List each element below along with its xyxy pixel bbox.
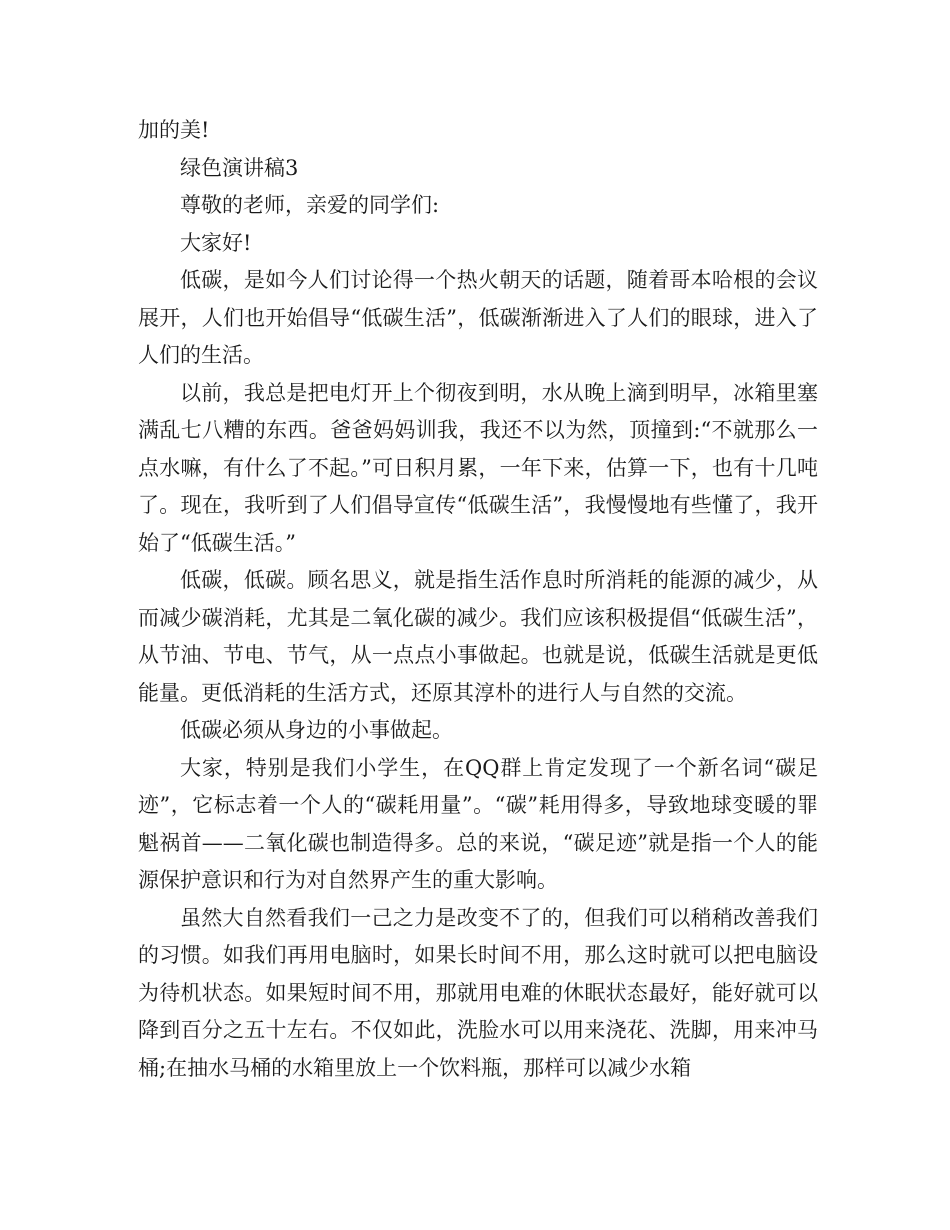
- paragraph: 虽然大自然看我们一己之力是改变不了的，但我们可以稍稍改善我们的习惯。如我们再用电脑时，如果长时间不用，那么这时就可以把电脑设为待机状态。如果短时间不用，那就用电难的休眠状态最好，能好就可以降到百分之五十左右。不仅如此，洗脸水可以用来浇花、洗脚，用来冲马桶;在抽水马桶的水箱里放上一个饮料瓶，那样可以减少水箱: [138, 905, 818, 1080]
- paragraph: 大家，特别是我们小学生，在QQ群上肯定发现了一个新名词“碳足迹”，它标志着一个人的“碳耗用量”。“碳”耗用得多，导致地球变暖的罪魁祸首——二氧化碳也制造得多。总的来说，“碳足迹”就是指一个人的能源保护意识和行为对自然界产生的重大影响。: [138, 755, 818, 892]
- document-body: [138, 112, 818, 1087]
- paragraph: 低碳，低碳。顾名思义，就是指生活作息时所消耗的能源的减少，从而减少碳消耗，尤其是二氧化碳的减少。我们应该积极提倡“低碳生活”，从节油、节电、节气，从一点点小事做起。也就是说，低碳生活就是更低能量。更低消耗的生活方式，还原其淳朴的进行人与自然的交流。: [138, 568, 818, 705]
- salutation: 尊敬的老师，亲爱的同学们:: [180, 193, 440, 217]
- paragraph-continuation: 加的美!: [138, 118, 210, 142]
- paragraph: 以前，我总是把电灯开上个彻夜到明，水从晚上滴到明早，冰箱里塞满乱七八糟的东西。爸爸妈妈训我，我还不以为然，顶撞到:“不就那么一点水嘛，有什么了不起。”可日积月累，一年下来，估算一下，也有十几吨了。现在，我听到了人们倡导宣传“低碳生活”，我慢慢地有些懂了，我开始了“低碳生活。”: [138, 380, 818, 555]
- section-title: 绿色演讲稿3: [180, 155, 299, 180]
- paragraph: 低碳必须从身边的小事做起。: [180, 718, 453, 742]
- greeting: 大家好!: [180, 230, 252, 255]
- paragraph: 低碳，是如今人们讨论得一个热火朝天的话题，随着哥本哈根的会议展开，人们也开始倡导“低碳生活”，低碳渐渐进入了人们的眼球，进入了人们的生活。: [138, 268, 818, 367]
